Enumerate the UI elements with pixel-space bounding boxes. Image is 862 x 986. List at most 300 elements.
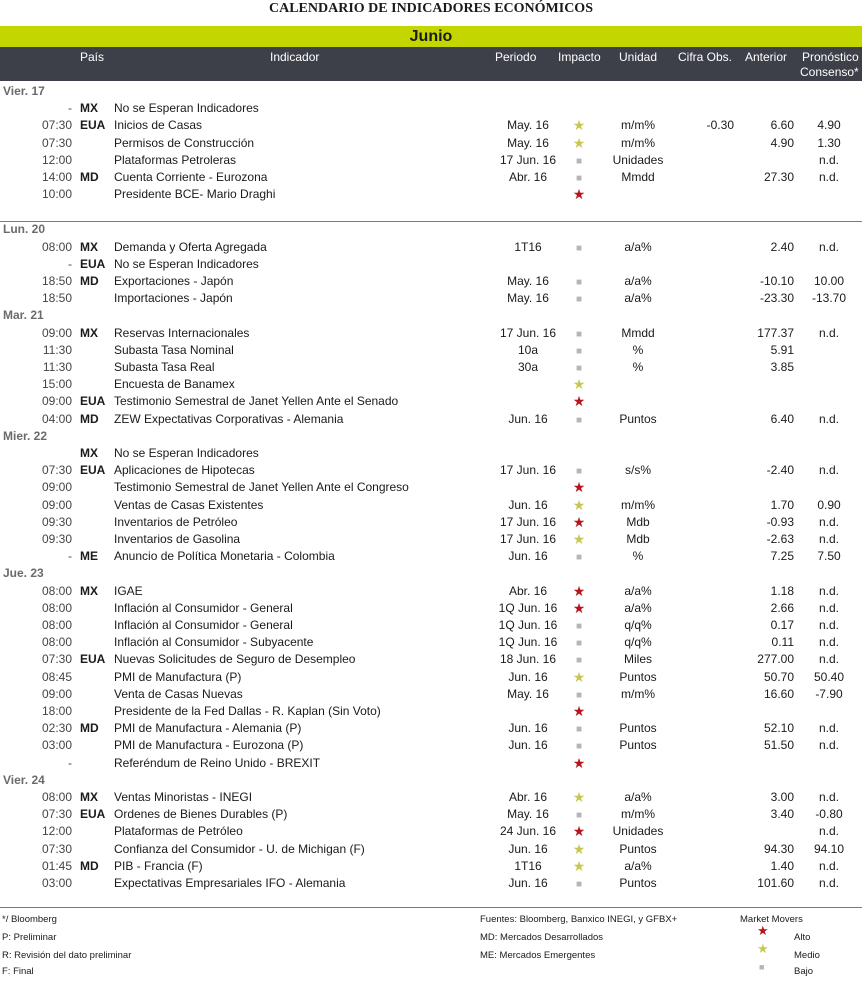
prev-cell: 1.70 [770, 497, 794, 512]
period-cell: 17 Jun. 16 [499, 463, 557, 478]
prev-cell: -23.30 [759, 291, 794, 306]
day-header [0, 307, 862, 324]
indicator-cell: Importaciones - Japón [114, 291, 233, 306]
note-revision: R: Revisión del dato preliminar [2, 950, 132, 961]
prev-cell: 3.00 [770, 790, 794, 804]
month-banner: Junio [0, 26, 862, 47]
day-label: Vier. 17 [3, 84, 45, 98]
prev-cell: 94.30 [763, 841, 794, 856]
forecast-cell: 50.40 [813, 669, 845, 684]
header-consenso: Consenso* [800, 65, 859, 79]
table-row [0, 290, 862, 307]
prev-cell: -0.93 [766, 514, 794, 529]
time-cell: 12:00 [41, 152, 72, 167]
time-cell: 09:30 [41, 514, 72, 529]
impact-low-square-icon: ■ [575, 345, 583, 357]
impact-low-square-icon: ■ [575, 689, 583, 701]
impact-high-star-icon: ★ [572, 823, 586, 840]
indicator-cell: PMI de Manufactura - Alemania (P) [114, 721, 302, 736]
period-cell: Jun. 16 [508, 497, 548, 512]
impact-low-square-icon: ■ [575, 638, 583, 650]
table-row [0, 497, 862, 514]
country-cell: ME [80, 549, 98, 564]
legend-md: MD: Mercados Desarrollados [480, 932, 604, 943]
time-cell: 02:30 [41, 721, 72, 736]
indicator-cell: PMI de Manufactura (P) [114, 669, 242, 684]
period-cell: Jun. 16 [508, 841, 548, 856]
impact-low-square-icon: ■ [575, 621, 583, 632]
indicator-cell: PMI de Manufactura - Eurozona (P) [114, 738, 304, 753]
time-cell: - [68, 755, 72, 770]
time-cell: 07:30 [41, 118, 72, 133]
prev-cell: 50.70 [763, 669, 794, 684]
unit-cell: a/a% [624, 790, 652, 804]
legend-bajo: Bajo [794, 966, 814, 977]
day-label: Vier. 24 [3, 772, 45, 787]
table-row [0, 135, 862, 152]
unit-cell: q/q% [624, 635, 652, 650]
forecast-cell: 0.90 [817, 497, 841, 512]
forecast-cell: n.d. [818, 239, 839, 254]
impact-high-star-icon: ★ [572, 186, 586, 203]
impact-low-square-icon: ■ [575, 552, 583, 564]
day-header [0, 83, 862, 100]
impact-high-star-icon: ★ [572, 479, 586, 496]
time-cell: 08:45 [41, 669, 72, 684]
indicator-cell: Cuenta Corriente - Eurozona [114, 170, 268, 184]
table-row [0, 117, 862, 134]
unit-cell: % [632, 360, 644, 374]
unit-cell: Puntos [619, 841, 657, 856]
header-pais: País [80, 50, 105, 64]
period-cell: May. 16 [507, 135, 549, 150]
impact-low-square-icon: ■ [575, 242, 583, 254]
unit-cell: Miles [623, 652, 652, 667]
indicator-cell: Expectativas Empresariales IFO - Alemania [114, 876, 346, 890]
time-cell: 09:00 [41, 394, 72, 409]
impact-high-star-icon: ★ [572, 513, 586, 530]
period-cell: 30a [517, 360, 539, 374]
impact-high-star-icon: ★ [572, 703, 586, 719]
header-periodo: Periodo [495, 50, 537, 64]
impact-low-square-icon: ■ [575, 655, 583, 667]
forecast-cell: n.d. [818, 600, 839, 615]
indicator-cell: Testimonio Semestral de Janet Yellen Ante el Congreso [114, 480, 409, 495]
period-cell: May. 16 [507, 807, 549, 822]
impact-low-square-icon: ■ [575, 277, 583, 288]
country-cell: MD [80, 274, 99, 288]
header-unidad: Unidad [619, 50, 658, 64]
prev-cell: 7.25 [770, 549, 794, 564]
prev-cell: 5.91 [770, 342, 794, 357]
time-cell: 08:00 [41, 600, 72, 615]
table-row [0, 841, 862, 858]
impact-medium-star-icon: ★ [572, 789, 586, 805]
period-cell: Abr. 16 [508, 583, 548, 598]
unit-cell: m/m% [621, 807, 655, 822]
day-header [0, 428, 862, 445]
time-cell: 18:00 [41, 704, 72, 718]
period-cell: May. 16 [507, 118, 549, 133]
table-row [0, 514, 862, 531]
time-cell: 07:30 [41, 463, 72, 478]
time-cell: 07:30 [41, 135, 72, 150]
period-cell: Jun. 16 [508, 549, 548, 564]
unit-cell: a/a% [624, 600, 652, 615]
note-final: F: Final [2, 966, 34, 977]
impact-low-square-icon: ■ [575, 294, 583, 306]
header-cifra-obs: Cifra Obs. [678, 50, 733, 64]
unit-cell: Puntos [619, 721, 657, 736]
indicator-cell: Confianza del Consumidor - U. de Michigan (F) [114, 841, 365, 856]
indicator-cell: Inflación al Consumidor - Subyacente [114, 635, 314, 650]
unit-cell: Puntos [619, 411, 657, 426]
legend-me: ME: Mercados Emergentes [480, 950, 596, 961]
impact-low-square-icon: ■ [575, 173, 583, 184]
unit-cell: m/m% [621, 135, 655, 150]
table-row [0, 858, 862, 875]
indicator-cell: Presidente de la Fed Dallas - R. Kaplan (Sin Voto) [114, 704, 381, 718]
prev-cell: 16.60 [763, 686, 794, 701]
day-label: Lun. 20 [3, 222, 46, 237]
time-cell: 09:00 [41, 686, 72, 701]
unit-cell: a/a% [624, 274, 652, 288]
time-cell: - [68, 256, 72, 271]
table-row [0, 823, 862, 840]
indicator-cell: Anuncio de Política Monetaria - Colombia [114, 549, 335, 564]
day-label: Jue. 23 [3, 566, 44, 581]
time-cell: - [68, 549, 72, 564]
time-cell: 18:50 [41, 291, 72, 306]
period-cell: Jun. 16 [508, 669, 548, 684]
period-cell: May. 16 [507, 274, 549, 288]
indicator-cell: Ventas de Casas Existentes [114, 497, 264, 512]
country-cell: MX [80, 239, 98, 254]
unit-cell: Mmdd [621, 170, 655, 184]
forecast-cell: n.d. [818, 721, 839, 736]
period-cell: Jun. 16 [508, 738, 548, 753]
country-cell: EUA [80, 463, 106, 478]
impact-medium-star-icon: ★ [572, 134, 586, 151]
table-row [0, 273, 862, 290]
indicator-cell: No se Esperan Indicadores [114, 101, 259, 116]
indicator-cell: Testimonio Semestral de Janet Yellen Ante el Senado [114, 394, 399, 409]
note-preliminar: P: Preliminar [2, 932, 57, 943]
impact-low-square-icon: ■ [575, 155, 583, 167]
table-row [0, 755, 862, 772]
prev-cell: 0.17 [770, 618, 794, 632]
indicator-cell: Aplicaciones de Hipotecas [114, 463, 255, 478]
impact-medium-star-icon: ★ [572, 857, 586, 874]
prev-cell: 101.60 [757, 876, 794, 890]
market-movers-title: Market Movers [740, 914, 803, 925]
impact-high-star-icon: ★ [572, 393, 586, 410]
period-cell: Jun. 16 [508, 411, 548, 426]
indicator-cell: Venta de Casas Nuevas [114, 686, 243, 701]
time-cell: 15:00 [41, 377, 72, 392]
table-row [0, 548, 862, 565]
time-cell: 07:30 [41, 841, 72, 856]
unit-cell: q/q% [624, 618, 652, 632]
unit-cell: Unidades [612, 152, 664, 167]
country-cell: MX [80, 101, 98, 116]
time-cell: 07:30 [41, 807, 72, 822]
impact-low-square-icon: ■ [575, 414, 583, 426]
forecast-cell: 1.30 [817, 135, 841, 150]
header-impacto: Impacto [558, 50, 601, 64]
indicator-cell: Inflación al Consumidor - General [114, 618, 293, 632]
prev-cell: 2.40 [770, 239, 794, 254]
prev-cell: 52.10 [763, 721, 794, 736]
impact-low-square-icon: ■ [575, 810, 583, 822]
prev-cell: 3.85 [770, 360, 794, 374]
time-cell: 07:30 [41, 652, 72, 667]
table-row [0, 531, 862, 548]
period-cell: 1Q Jun. 16 [498, 600, 558, 615]
table-row [0, 445, 862, 462]
time-cell: 01:45 [41, 858, 72, 873]
table-row [0, 703, 862, 720]
period-cell: May. 16 [507, 291, 549, 306]
table-row [0, 737, 862, 754]
period-cell: 17 Jun. 16 [499, 152, 557, 167]
country-cell: MD [80, 721, 99, 736]
obs-cell: -0.30 [706, 118, 734, 133]
medio-star-icon: ★ [757, 941, 769, 956]
prev-cell: 27.30 [763, 170, 794, 184]
indicator-cell: Reservas Internacionales [114, 325, 250, 340]
indicator-cell: Nuevas Solicitudes de Seguro de Desempleo [114, 652, 356, 667]
indicator-cell: Plataformas de Petróleo [114, 824, 243, 839]
indicator-cell: Ordenes de Bienes Durables (P) [114, 807, 288, 822]
time-cell: 04:00 [41, 411, 72, 426]
country-cell: MD [80, 858, 99, 873]
impact-medium-star-icon: ★ [572, 496, 586, 513]
table-row [0, 617, 862, 634]
forecast-cell: n.d. [818, 738, 839, 753]
table-row [0, 479, 862, 496]
table-row [0, 325, 862, 342]
forecast-cell: n.d. [818, 635, 839, 650]
unit-cell: s/s% [624, 463, 651, 478]
day-label: Mier. 22 [3, 428, 48, 443]
indicator-cell: PIB - Francia (F) [114, 858, 203, 873]
indicator-cell: Permisos de Construcción [114, 135, 255, 150]
country-cell: MX [80, 325, 98, 340]
unit-cell: % [632, 342, 644, 357]
time-cell: 08:00 [41, 583, 72, 598]
period-cell: 24 Jun. 16 [499, 824, 557, 839]
prev-cell: 177.37 [757, 325, 794, 340]
divider [0, 221, 862, 222]
time-cell: 03:00 [41, 876, 72, 890]
forecast-cell: n.d. [818, 858, 839, 873]
table-row [0, 186, 862, 203]
prev-cell: -2.40 [766, 463, 794, 478]
forecast-cell: n.d. [818, 876, 839, 890]
time-cell: 09:00 [41, 480, 72, 495]
table-row [0, 411, 862, 428]
indicator-cell: Encuesta de Banamex [114, 377, 235, 392]
period-cell: 17 Jun. 16 [499, 532, 557, 546]
indicator-cell: Plataformas Petroleras [114, 152, 237, 167]
indicator-cell: Referéndum de Reino Unido - BREXIT [114, 755, 321, 770]
forecast-cell: 94.10 [813, 841, 845, 856]
forecast-cell: n.d. [818, 790, 839, 804]
time-cell: 08:00 [41, 635, 72, 650]
period-cell: 17 Jun. 16 [499, 325, 557, 340]
time-cell: 11:30 [42, 342, 72, 357]
indicator-cell: No se Esperan Indicadores [114, 256, 259, 271]
time-cell: 09:30 [41, 532, 72, 546]
sources: Fuentes: Bloomberg, Banxico INEGI, y GFBX+ [480, 914, 678, 925]
period-cell: 1T16 [514, 239, 542, 254]
country-cell: MX [80, 790, 98, 804]
forecast-cell: n.d. [818, 514, 839, 529]
period-cell: May. 16 [507, 686, 549, 701]
table-row [0, 376, 862, 393]
time-cell: 03:00 [41, 738, 72, 753]
prev-cell: 2.66 [770, 600, 794, 615]
country-cell: MD [80, 170, 99, 184]
unit-cell: a/a% [624, 239, 652, 254]
forecast-cell: n.d. [818, 652, 839, 667]
indicator-cell: Exportaciones - Japón [114, 274, 234, 288]
header-anterior: Anterior [745, 50, 788, 64]
time-cell: 08:00 [41, 618, 72, 632]
unit-cell: Puntos [619, 669, 657, 684]
unit-cell: Mmdd [621, 325, 655, 340]
forecast-cell: -13.70 [811, 291, 847, 306]
time-cell: 11:30 [42, 360, 72, 374]
forecast-cell: n.d. [818, 411, 839, 426]
forecast-cell: n.d. [818, 583, 839, 598]
country-cell: EUA [80, 394, 106, 409]
time-cell: 09:00 [41, 325, 72, 340]
bajo-square-icon: ■ [759, 962, 765, 972]
prev-cell: 1.18 [770, 583, 794, 598]
header-pronostico: Pronóstico [802, 50, 859, 64]
table-row [0, 634, 862, 651]
table-row [0, 651, 862, 668]
table-row [0, 342, 862, 359]
table-header [0, 47, 862, 81]
unit-cell: a/a% [624, 858, 652, 873]
period-cell: 10a [517, 342, 539, 357]
country-cell: EUA [80, 256, 106, 271]
header-indicador: Indicador [270, 50, 320, 64]
impact-low-square-icon: ■ [575, 724, 583, 736]
table-row [0, 875, 862, 892]
unit-cell: m/m% [621, 118, 655, 133]
period-cell: 18 Jun. 16 [499, 652, 557, 667]
prev-cell: 4.90 [770, 135, 794, 150]
prev-cell: -2.63 [766, 532, 794, 546]
time-cell: - [68, 101, 72, 116]
forecast-cell: 4.90 [817, 118, 841, 133]
impact-high-star-icon: ★ [572, 582, 586, 599]
table-row [0, 462, 862, 479]
impact-low-square-icon: ■ [575, 741, 583, 753]
indicator-cell: Subasta Tasa Nominal [114, 342, 234, 357]
period-cell: Jun. 16 [508, 721, 548, 736]
forecast-cell: -0.80 [815, 807, 843, 822]
period-cell: 1Q Jun. 16 [498, 635, 558, 650]
country-cell: EUA [80, 652, 106, 667]
table-row [0, 100, 862, 117]
time-cell: 10:00 [41, 187, 72, 202]
period-cell: Jun. 16 [508, 876, 548, 890]
prev-cell: 1.40 [770, 858, 794, 873]
impact-medium-star-icon: ★ [572, 117, 586, 134]
impact-low-square-icon: ■ [575, 363, 583, 374]
time-cell: 12:00 [41, 824, 72, 839]
divider [0, 907, 862, 908]
impact-high-star-icon: ★ [572, 754, 586, 771]
unit-cell: % [632, 549, 644, 564]
country-cell: EUA [80, 118, 106, 133]
page-title: CALENDARIO DE INDICADORES ECONÓMICOS [269, 1, 593, 16]
indicator-cell: Inventarios de Petróleo [114, 514, 238, 529]
table-row [0, 239, 862, 256]
time-cell: 08:00 [41, 790, 72, 804]
table-row [0, 169, 862, 186]
note-bloomberg: */ Bloomberg [2, 914, 57, 925]
unit-cell: Mdb [626, 514, 650, 529]
table-row [0, 686, 862, 703]
indicator-cell: Presidente BCE- Mario Draghi [114, 187, 276, 202]
table-row [0, 720, 862, 737]
indicator-cell: Inicios de Casas [114, 118, 203, 133]
forecast-cell: 7.50 [817, 549, 841, 564]
day-header [0, 221, 862, 238]
period-cell: 17 Jun. 16 [499, 514, 557, 529]
impact-high-star-icon: ★ [572, 599, 586, 616]
indicator-cell: Inventarios de Gasolina [114, 532, 241, 546]
table-row [0, 152, 862, 169]
unit-cell: Puntos [619, 876, 657, 890]
prev-cell: 277.00 [757, 652, 794, 667]
indicator-cell: ZEW Expectativas Corporativas - Alemania [114, 411, 344, 426]
day-header [0, 772, 862, 789]
legend-medio: Medio [794, 950, 820, 961]
forecast-cell: -7.90 [815, 686, 843, 701]
day-label: Mar. 21 [3, 308, 44, 323]
period-cell: 1T16 [514, 858, 542, 873]
unit-cell: a/a% [624, 291, 652, 306]
forecast-cell: n.d. [818, 463, 839, 478]
impact-medium-star-icon: ★ [572, 531, 586, 547]
indicator-cell: Subasta Tasa Real [114, 360, 215, 374]
alto-star-icon: ★ [757, 923, 769, 938]
table-row [0, 600, 862, 617]
country-cell: MD [80, 411, 99, 426]
forecast-cell: n.d. [818, 325, 839, 340]
table-row [0, 359, 862, 376]
country-cell: MX [80, 446, 98, 460]
prev-cell: 3.40 [770, 807, 794, 822]
impact-medium-star-icon: ★ [572, 668, 586, 685]
impact-low-square-icon: ■ [575, 328, 583, 340]
unit-cell: a/a% [624, 583, 652, 598]
unit-cell: m/m% [621, 686, 655, 701]
unit-cell: Puntos [619, 738, 657, 753]
indicator-cell: IGAE [114, 583, 143, 598]
forecast-cell: n.d. [818, 152, 839, 167]
table-row [0, 393, 862, 410]
time-cell: 08:00 [41, 239, 72, 254]
unit-cell: m/m% [621, 497, 655, 512]
